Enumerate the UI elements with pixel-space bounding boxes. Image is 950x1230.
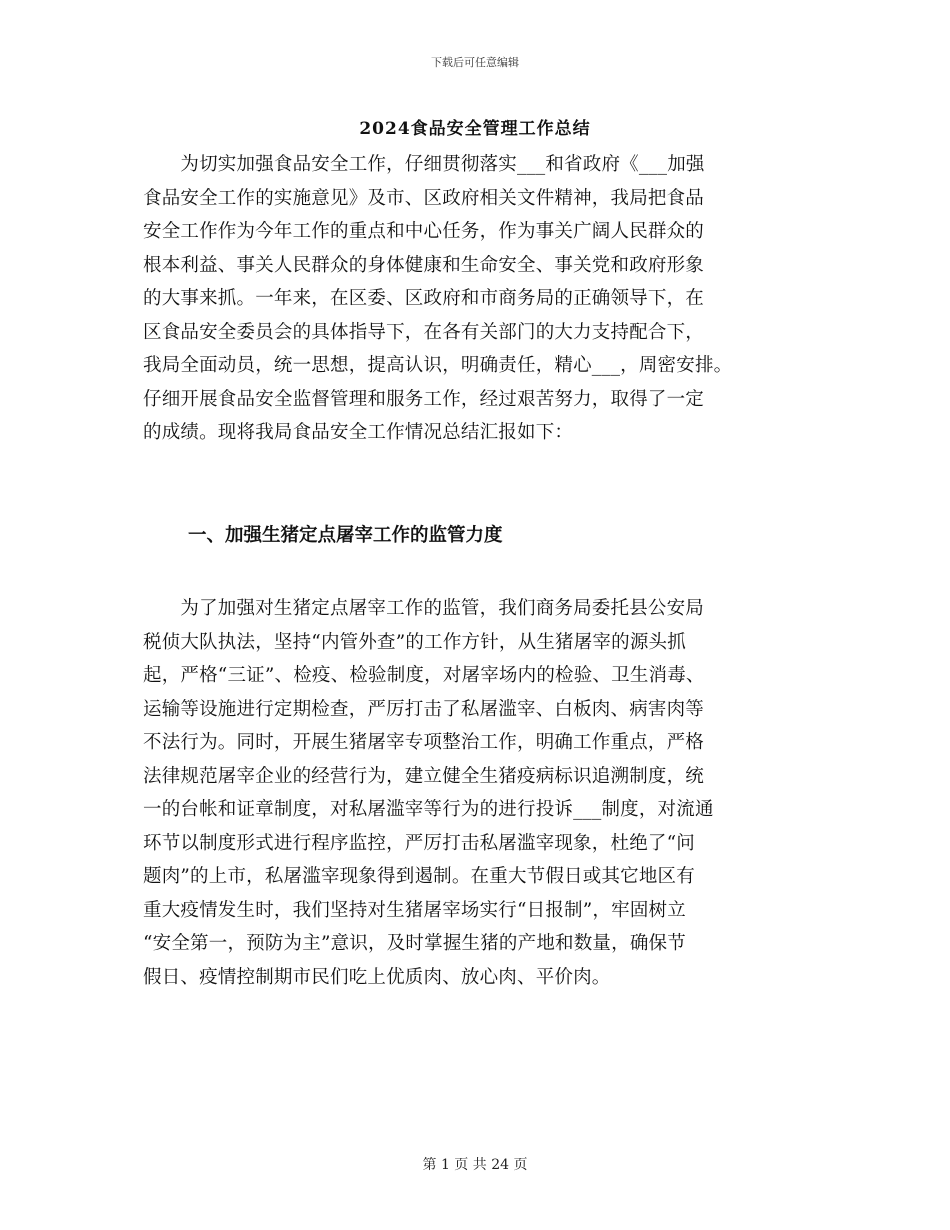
document-title: 2024食品安全管理工作总结 — [359, 119, 591, 139]
paragraph-line: 我局全面动员，统一思想，提高认识，明确责任，精心___，周密安排。 — [143, 355, 733, 376]
page-number-footer: 第 1 页 共 24 页 — [422, 1157, 528, 1173]
paragraph-line: 为了加强对生猪定点屠宰工作的监管，我们商务局委托县公安局 — [143, 598, 705, 619]
paragraph-line: 假日、疫情控制期市民们吃上优质肉、放心肉、平价肉。 — [143, 966, 611, 988]
paragraph-line: 题肉”的上市，私屠滥宰现象得到遏制。在重大节假日或其它地区有 — [143, 866, 695, 887]
paragraph-line: 的成绩。现将我局食品安全工作情况总结汇报如下： — [143, 422, 574, 443]
paragraph-line: 起，严格“三证”、检疫、检验制度，对屠宰场内的检验、卫生消毒、 — [143, 665, 705, 686]
paragraph-line: 法律规范屠宰企业的经营行为，建立健全生猪疫病标识追溯制度，统 — [143, 765, 705, 787]
paragraph-line: 安全工作作为今年工作的重点和中心任务，作为事关广阔人民群众的 — [143, 221, 705, 242]
paragraph-line: 根本利益、事关人民群众的身体健康和生命安全、事关党和政府形象 — [143, 254, 705, 276]
paragraph-line: 食品安全工作的实施意见》及市、区政府相关文件精神，我局把食品 — [143, 187, 705, 209]
header-note: 下载后可任意编辑 — [431, 56, 519, 69]
section-heading: 一、加强生猪定点屠宰工作的监管力度 — [188, 525, 503, 546]
paragraph-line: 重大疫情发生时，我们坚持对生猪屠宰场实行“日报制”，牢固树立 — [143, 899, 686, 921]
paragraph-line: 一的台帐和证章制度，对私屠滥宰等行为的进行投诉___制度，对流通 — [143, 799, 714, 820]
paragraph-line: 环节以制度形式进行程序监控，严厉打击私屠滥宰现象，杜绝了“问 — [143, 832, 695, 854]
paragraph-line: 运输等设施进行定期检查，严厉打击了私屠滥宰、白板肉、病害肉等 — [143, 698, 705, 720]
paragraph-line: 为切实加强食品安全工作，仔细贯彻落实___和省政府《___加强 — [143, 154, 705, 175]
intro-paragraph — [143, 148, 818, 450]
paragraph-line: 税侦大队执法，坚持“内管外查”的工作方针，从生猪屠宰的源头抓 — [143, 631, 686, 653]
paragraph-line: 仔细开展食品安全监督管理和服务工作，经过艰苦努力，取得了一定 — [143, 388, 705, 410]
paragraph-line: “安全第一，预防为主”意识，及时掌握生猪的产地和数量，确保节 — [143, 933, 686, 954]
paragraph-line: 不法行为。同时，开展生猪屠宰专项整治工作，明确工作重点，严格 — [143, 732, 705, 753]
paragraph-line: 区食品安全委员会的具体指导下，在各有关部门的大力支持配合下， — [143, 321, 705, 343]
paragraph-line: 的大事来抓。一年来，在区委、区政府和市商务局的正确领导下，在 — [143, 288, 705, 309]
section-paragraph — [143, 592, 818, 994]
